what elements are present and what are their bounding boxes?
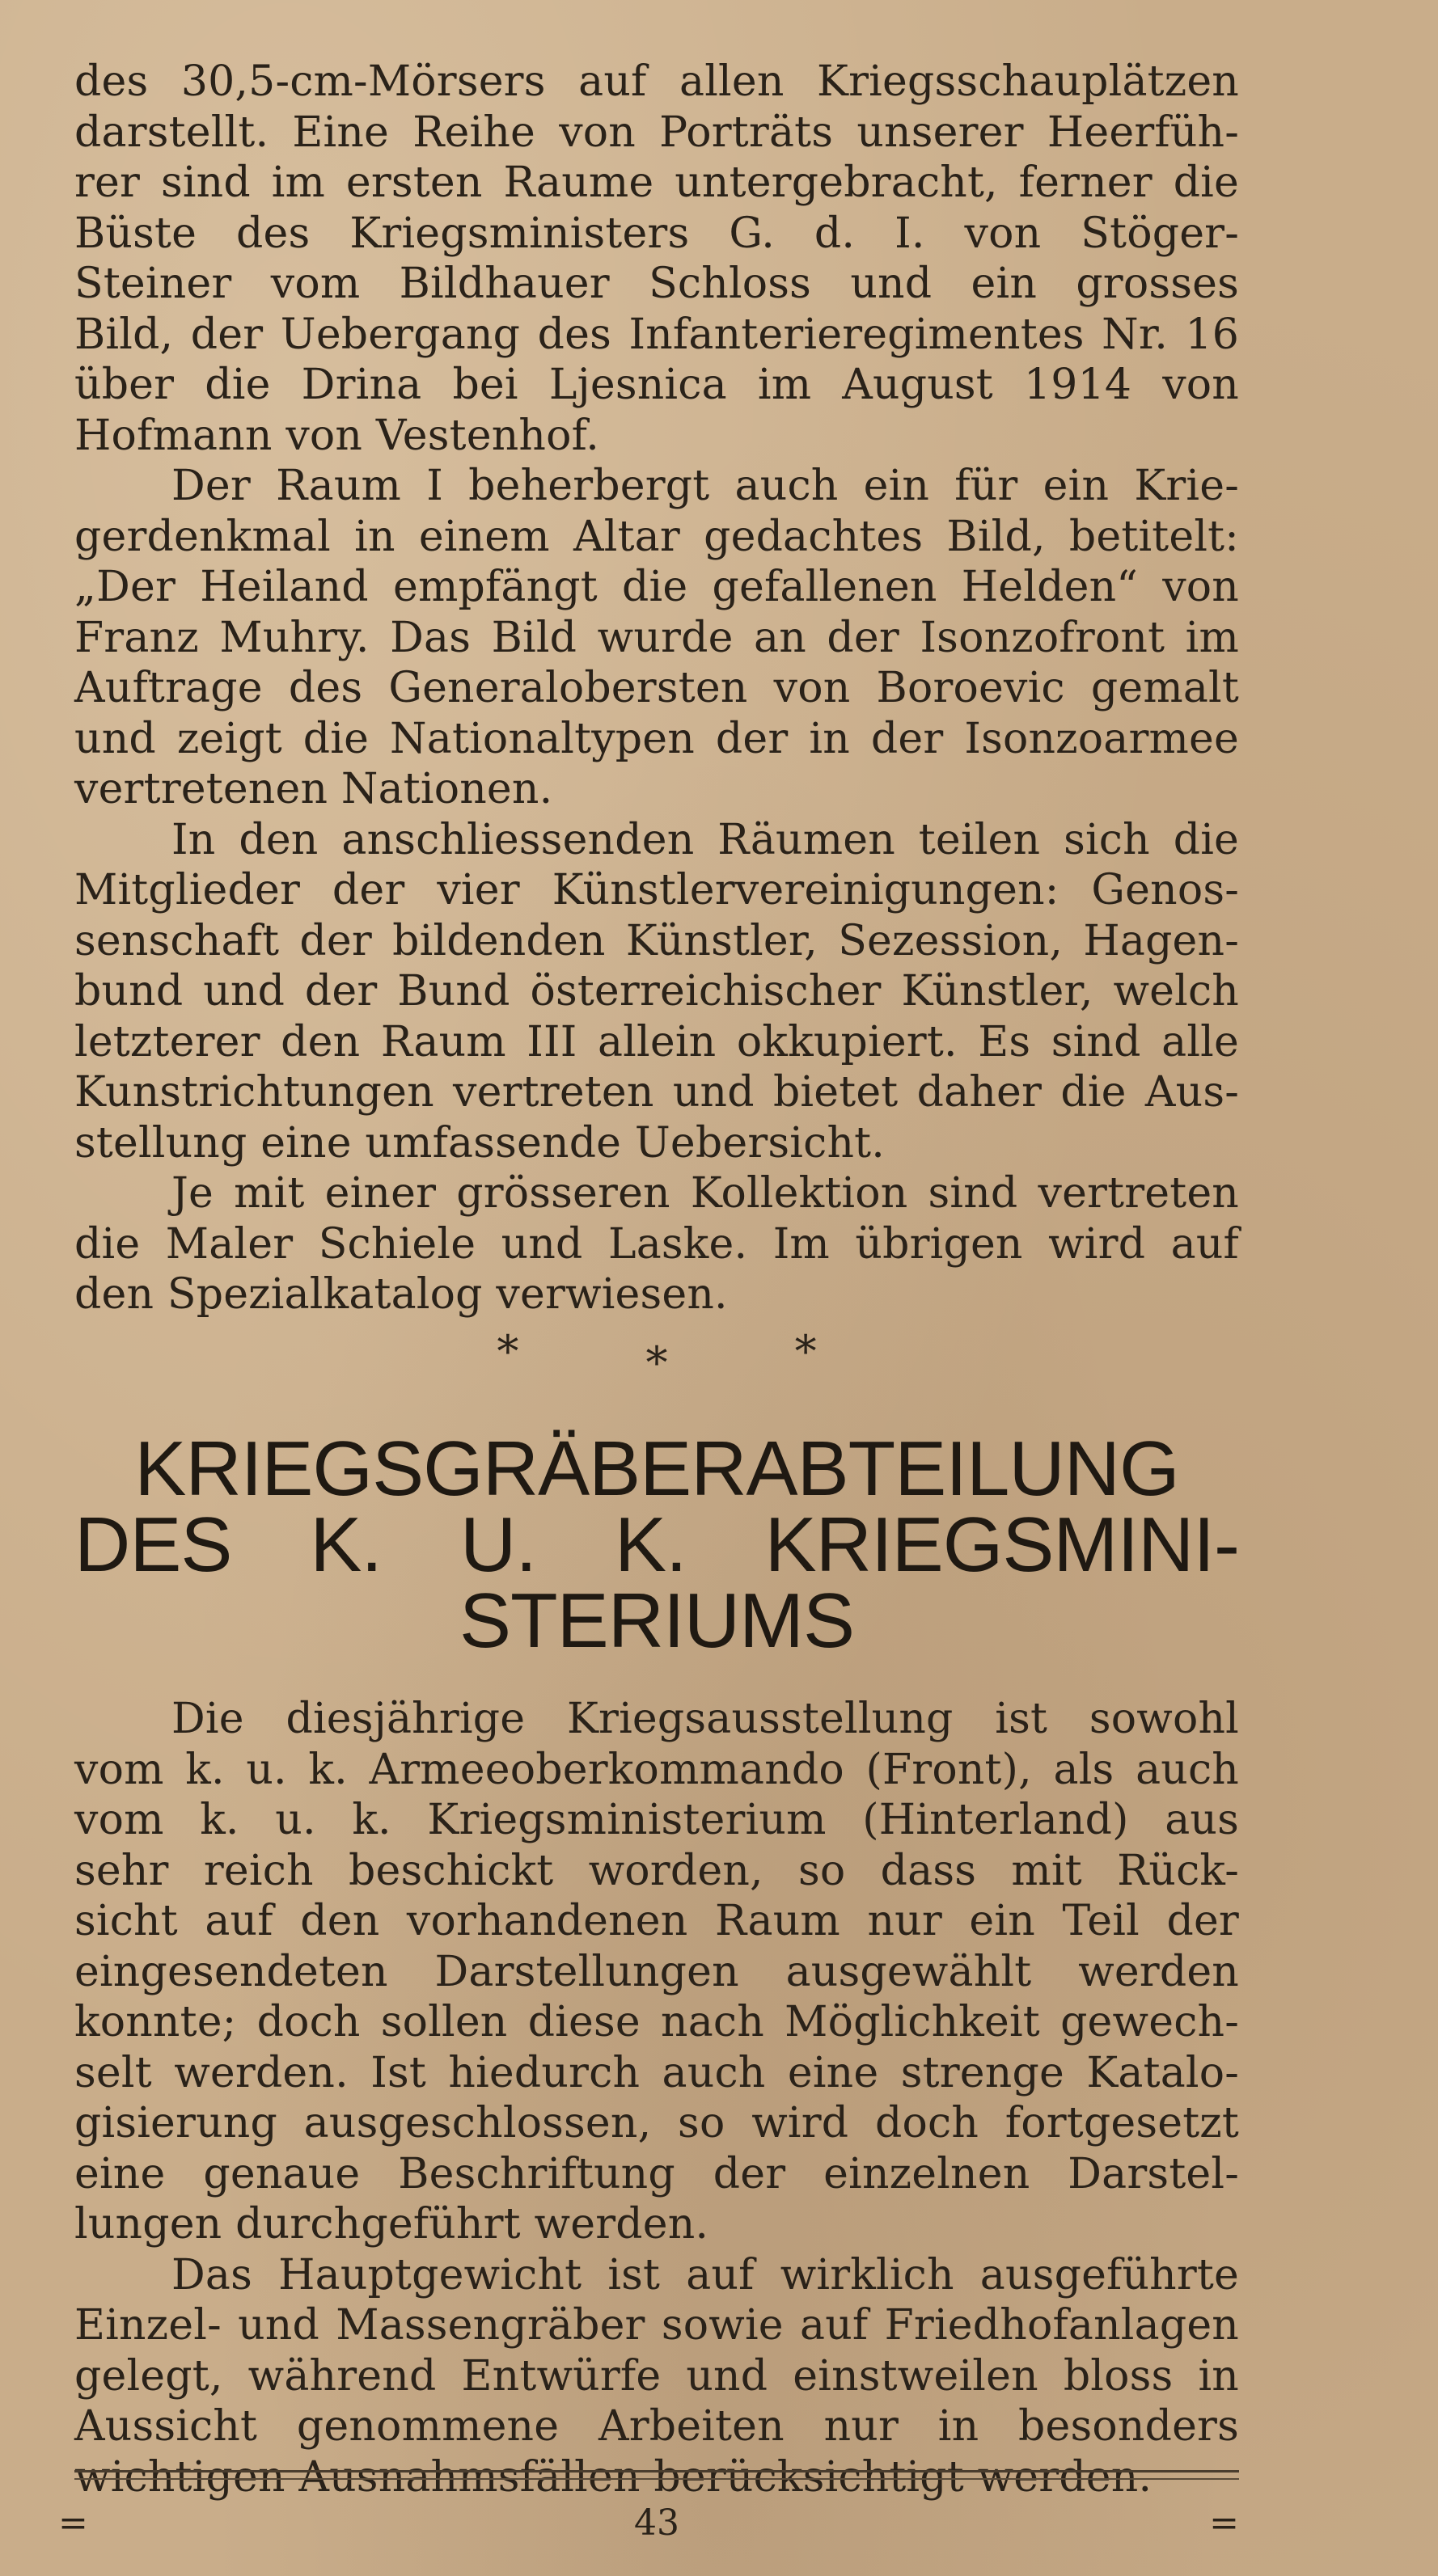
paragraph xyxy=(74,1694,1239,2250)
text-line: vom k. u. k. Kriegsministerium (Hinterland) aus xyxy=(74,1796,1239,1844)
text-line: darstellt. Eine Reihe von Porträts unserer Heerfüh- xyxy=(74,108,1239,157)
text-line: Die diesjährige Kriegsausstellung ist sowohl xyxy=(171,1695,1239,1743)
text-line: bund und der Bund österreichischer Künstler, welch xyxy=(74,967,1239,1016)
text-line: des 30,5-cm-Mörsers auf allen Kriegsschauplätzen xyxy=(74,57,1239,106)
text-line: Bild, der Uebergang des Infanterieregimentes Nr. 16 xyxy=(74,310,1239,359)
section-separator xyxy=(74,1326,1239,1388)
heading-line: DES K. U. K. KRIEGSMINI- xyxy=(74,1501,1239,1588)
footer-mark-left: = xyxy=(58,2502,88,2544)
section-heading xyxy=(74,1425,1239,1664)
footer-rule xyxy=(74,2478,1239,2480)
text-line: eine genaue Beschriftung der einzelnen Darstel- xyxy=(74,2149,1239,2198)
text-line: Einzel- und Massengräber sowie auf Friedhofanlagen xyxy=(74,2301,1239,2350)
book-page xyxy=(58,57,1239,2544)
heading-line: STERIUMS xyxy=(459,1577,855,1664)
text-line: Hofmann von Vestenhof. xyxy=(74,411,599,460)
text-line: Mitglieder der vier Künstlervereinigungen: Genos- xyxy=(74,866,1239,914)
asterisk: * xyxy=(794,1326,817,1377)
page-number: 43 xyxy=(634,2502,679,2544)
text-line: stellung eine umfassende Uebersicht. xyxy=(74,1118,885,1168)
page-footer xyxy=(58,2502,1239,2551)
text-line: „Der Heiland empfängt die gefallenen Helden“ von xyxy=(74,563,1239,611)
text-line: eingesendeten Darstellungen ausgewählt werden xyxy=(74,1947,1239,1996)
text-line: Büste des Kriegsministers G. d. I. von Stöger- xyxy=(74,209,1239,258)
text-line: rer sind im ersten Raume untergebracht, ferner die xyxy=(74,158,1239,207)
text-line: Aussicht genommene Arbeiten nur in besonders xyxy=(74,2402,1239,2451)
paragraph xyxy=(74,2250,1239,2503)
paragraph xyxy=(74,815,1239,1169)
text-line: lungen durchgeführt werden. xyxy=(74,2200,709,2249)
text-line: sicht auf den vorhandenen Raum nur ein Teil der xyxy=(74,1897,1239,1945)
text-line: senschaft der bildenden Künstler, Sezession, Hagen- xyxy=(74,916,1239,965)
text-line: gelegt, während Entwürfe und einstweilen bloss in xyxy=(74,2351,1239,2401)
text-line: über die Drina bei Ljesnica im August 1914 von xyxy=(74,361,1239,409)
text-line: vertretenen Nationen. xyxy=(74,765,553,813)
paragraph xyxy=(74,57,1239,461)
asterisk: * xyxy=(645,1337,668,1388)
text-line: Franz Muhry. Das Bild wurde an der Isonzofront im xyxy=(74,613,1239,662)
text-line: In den anschliessenden Räumen teilen sich die xyxy=(171,815,1239,864)
text-line: und zeigt die Nationaltypen der in der Isonzoarmee xyxy=(74,714,1239,763)
text-line: wichtigen Ausnahmsfällen berücksichtigt werden. xyxy=(74,2452,1153,2502)
paragraph xyxy=(74,1168,1239,1320)
section-text xyxy=(74,1694,1239,2502)
asterisk: * xyxy=(497,1326,519,1377)
text-line: Je mit einer grösseren Kollektion sind vertreten xyxy=(171,1169,1239,1218)
footer-mark-right: = xyxy=(1209,2502,1239,2544)
text-line: Kunstrichtungen vertreten und bietet daher die Aus- xyxy=(74,1068,1239,1117)
text-line: den Spezialkatalog verwiesen. xyxy=(74,1270,728,1319)
text-line: gisierung ausgeschlossen, so wird doch fortgesetzt xyxy=(74,2099,1239,2147)
text-line: letzterer den Raum III allein okkupiert. Es sind alle xyxy=(74,1017,1239,1066)
text-line: Steiner vom Bildhauer Schloss und ein grosses xyxy=(74,260,1239,308)
text-line: Der Raum I beherbergt auch ein für ein Krie- xyxy=(171,462,1239,510)
continued-text xyxy=(74,57,1239,1320)
text-line: Auftrage des Generalobersten von Boroevic gemalt xyxy=(74,664,1239,712)
paragraph xyxy=(74,461,1239,815)
footer-rule xyxy=(74,2470,1239,2473)
text-line: konnte; doch sollen diese nach Möglichkeit gewech- xyxy=(74,1998,1239,2046)
text-line: vom k. u. k. Armeeoberkommando (Front), als auch xyxy=(74,1745,1239,1794)
text-line: sehr reich beschickt worden, so dass mit Rück- xyxy=(74,1846,1239,1895)
text-line: selt werden. Ist hiedurch auch eine strenge Katalo- xyxy=(74,2048,1239,2097)
heading-line: KRIEGSGRÄBERABTEILUNG xyxy=(134,1425,1179,1512)
text-line: die Maler Schiele und Laske. Im übrigen wird auf xyxy=(74,1219,1239,1269)
text-line: Das Hauptgewicht ist auf wirklich ausgeführte xyxy=(171,2250,1239,2299)
text-line: gerdenkmal in einem Altar gedachtes Bild, betitelt: xyxy=(74,512,1239,561)
